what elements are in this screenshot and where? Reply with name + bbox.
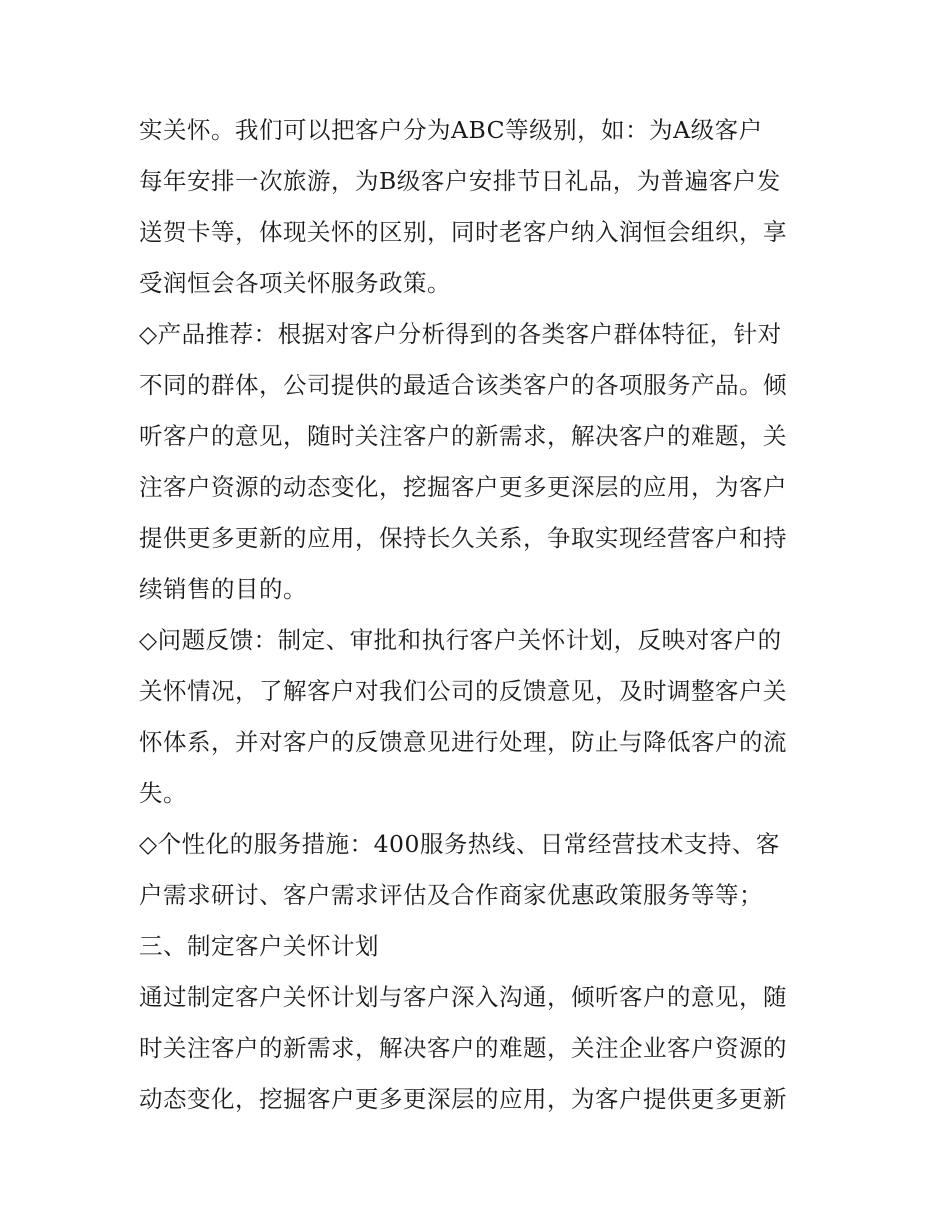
text-line: 受润恒会各项关怀服务政策。 [139, 269, 451, 297]
text-line: 续销售的目的。 [139, 575, 307, 603]
text-line: 失。 [139, 779, 187, 807]
text-line: 户需求研讨、客户需求评估及合作商家优惠政策服务等等； [139, 881, 763, 909]
text-line: 注客户资源的动态变化，挖掘客户更多更深层的应用，为客户 [139, 473, 787, 501]
section-heading: 三、制定客户关怀计划 [139, 932, 379, 960]
text-line: ◇问题反馈：制定、审批和执行客户关怀计划，反映对客户的 [139, 626, 782, 654]
text-line: 动态变化，挖掘客户更多更深层的应用，为客户提供更多更新 [139, 1085, 787, 1113]
text-line: 怀体系，并对客户的反馈意见进行处理，防止与降低客户的流 [139, 728, 787, 756]
text-line: 实关怀。我们可以把客户分为ABC等级别，如：为A级客户 [139, 116, 763, 144]
text-line: 不同的群体，公司提供的最适合该类客户的各项服务产品。倾 [139, 371, 787, 399]
text-line: 送贺卡等，体现关怀的区别，同时老客户纳入润恒会组织，享 [139, 218, 787, 246]
text-line: ◇产品推荐：根据对客户分析得到的各类客户群体特征，针对 [139, 320, 782, 348]
text-line: 通过制定客户关怀计划与客户深入沟通，倾听客户的意见，随 [139, 983, 787, 1011]
text-line: 关怀情况，了解客户对我们公司的反馈意见，及时调整客户关 [139, 677, 787, 705]
document-body [139, 105, 819, 1125]
text-line: 时关注客户的新需求，解决客户的难题，关注企业客户资源的 [139, 1034, 787, 1062]
text-line: 每年安排一次旅游，为B级客户安排节日礼品，为普遍客户发 [139, 167, 781, 195]
text-line: ◇个性化的服务措施：400服务热线、日常经营技术支持、客 [139, 830, 780, 858]
text-line: 提供更多更新的应用，保持长久关系，争取实现经营客户和持 [139, 524, 787, 552]
text-line: 听客户的意见，随时关注客户的新需求，解决客户的难题，关 [139, 422, 787, 450]
